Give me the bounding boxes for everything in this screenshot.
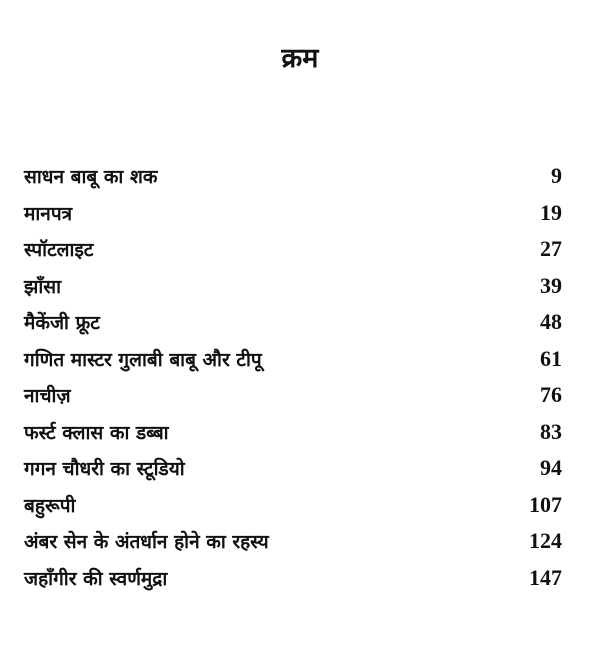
toc-entry-page: 83 xyxy=(540,418,562,444)
toc-row xyxy=(24,450,562,487)
toc-entry-title: अंबर सेन के अंतर्धान होने का रहस्य xyxy=(24,531,269,554)
toc-row xyxy=(24,268,562,305)
toc-entry-page: 147 xyxy=(529,564,562,590)
toc-entry-page: 9 xyxy=(551,163,562,189)
toc-entry-page: 27 xyxy=(540,236,562,262)
toc-entry-title: नाचीज़ xyxy=(24,385,71,408)
toc-entry-page: 94 xyxy=(540,455,562,481)
page-title: क्रम xyxy=(281,43,319,74)
toc-entry-title: गगन चौधरी का स्टूडियो xyxy=(24,458,185,481)
toc-entry-page: 61 xyxy=(540,345,562,371)
toc-row xyxy=(24,158,562,195)
toc-entry-page: 39 xyxy=(540,272,562,298)
toc-entry-title: फर्स्ट क्लास का डब्बा xyxy=(24,421,169,444)
toc-row xyxy=(24,231,562,268)
toc-entry-title: जहाँगीर की स्वर्णमुद्रा xyxy=(24,567,168,590)
toc-row xyxy=(24,195,562,232)
toc-entry-page: 76 xyxy=(540,382,562,408)
toc-entry-title: झाँसा xyxy=(24,275,62,298)
toc-row xyxy=(24,487,562,524)
toc-entry-title: स्पॉटलाइट xyxy=(24,239,94,262)
toc-entry-title: गणित मास्टर गुलाबी बाबू और टीपू xyxy=(24,348,262,371)
toc-row xyxy=(24,341,562,378)
table-of-contents xyxy=(24,158,562,596)
toc-entry-page: 107 xyxy=(529,491,562,517)
toc-row xyxy=(24,560,562,597)
toc-entry-title: मानपत्र xyxy=(24,202,73,225)
toc-entry-title: मैकेंजी फ्रूट xyxy=(24,312,100,335)
toc-entry-title: साधन बाबू का शक xyxy=(24,166,158,189)
toc-entry-title: बहुरूपी xyxy=(24,494,76,517)
toc-entry-page: 48 xyxy=(540,309,562,335)
toc-row xyxy=(24,414,562,451)
toc-row xyxy=(24,304,562,341)
toc-entry-page: 19 xyxy=(540,199,562,225)
toc-row xyxy=(24,377,562,414)
toc-row xyxy=(24,523,562,560)
toc-entry-page: 124 xyxy=(529,528,562,554)
